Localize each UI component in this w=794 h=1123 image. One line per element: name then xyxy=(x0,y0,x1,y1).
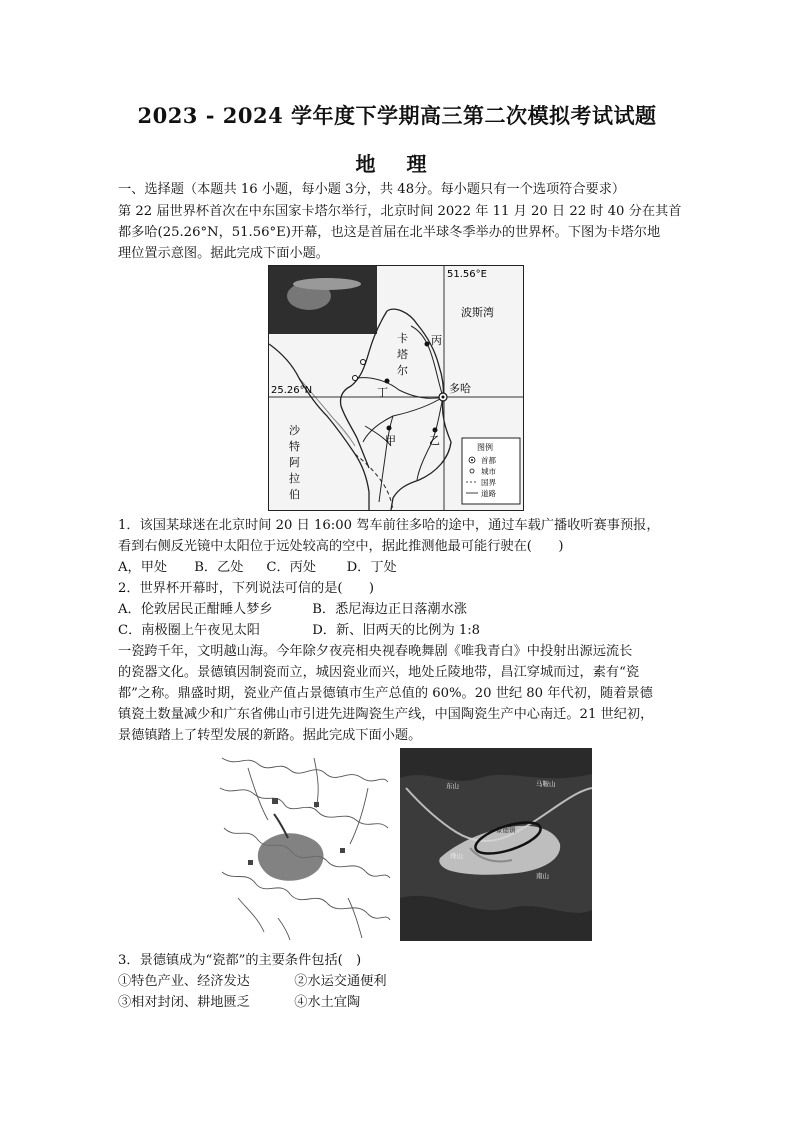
q3-options-row2 xyxy=(118,992,360,1013)
photo-label-jingdezhen: 景德镇 xyxy=(496,826,516,834)
q1-options xyxy=(118,557,397,578)
q1-option-a[interactable]: A，甲处 xyxy=(118,560,168,575)
q2-stem: 2．世界杯开幕时，下列说法可信的是( ) xyxy=(118,581,375,596)
legend-title: 图例 xyxy=(477,443,493,452)
q2-options-row2 xyxy=(118,620,480,641)
capital-label: 多哈 xyxy=(449,382,471,395)
q1-option-b[interactable]: B．乙处 xyxy=(194,560,244,575)
country-char-2: 塔 xyxy=(397,348,408,361)
intro-line-2: 都多哈(25.26°N，51.56°E)开幕，也这是首届在北半球冬季举办的世界杯。下图为卡塔尔地 xyxy=(118,225,661,240)
point-yi-label: 乙 xyxy=(429,434,440,447)
jingdezhen-map xyxy=(218,748,391,941)
q2-option-d[interactable]: D．新、旧两天的比例为 1:8 xyxy=(312,623,481,638)
neighbor-char-3: 阿 xyxy=(289,456,300,469)
neighbor-char-2: 特 xyxy=(289,440,300,453)
legend-road: 道路 xyxy=(481,489,496,498)
q3-option-3[interactable]: ③相对封闭、耕地匮乏 xyxy=(118,995,250,1010)
photo-label-dongshan: 东山 xyxy=(446,782,459,790)
legend-city: 城市 xyxy=(481,467,496,476)
point-bing-marker xyxy=(425,342,430,347)
point-jia-label: 甲 xyxy=(385,434,396,447)
q1-option-d[interactable]: D．丁处 xyxy=(346,560,397,575)
passage-line-1: 一瓷跨千年，文明越山海。今年除夕夜亮相央视春晚舞剧《唯我青白》中投射出源远流长 xyxy=(118,644,633,659)
lon-label: 51.56°E xyxy=(447,269,487,280)
intro-line-3: 理位置示意图。据此完成下面小题。 xyxy=(118,246,329,261)
city-marker xyxy=(353,376,358,381)
photo-label-nanshan: 南山 xyxy=(536,872,549,880)
q3-option-2[interactable]: ②水运交通便利 xyxy=(294,974,387,989)
q3-options-row1 xyxy=(118,971,387,992)
q2-options-row1 xyxy=(118,599,467,620)
q3-option-4[interactable]: ④水土宜陶 xyxy=(294,995,361,1010)
q1-option-c[interactable]: C．丙处 xyxy=(266,560,317,575)
q2-option-c[interactable]: C．南极圈上午夜见太阳 xyxy=(118,623,260,638)
sea-label: 波斯湾 xyxy=(461,306,494,319)
photo-label-zhushan: 珠山 xyxy=(450,852,463,860)
q3-option-1[interactable]: ①特色产业、经济发达 xyxy=(118,974,250,989)
q3-stem: 3．景德镇成为“瓷都”的主要条件包括( ) xyxy=(118,953,362,968)
legend-capital: 首都 xyxy=(481,456,496,465)
exam-title: 2023 - 2024 学年度下学期高三第二次模拟考试试题 xyxy=(137,103,657,128)
passage-line-3: 都”之称。鼎盛时期，瓷业产值占景德镇市生产总值的 60%。20 世纪 80 年代初，随着景德 xyxy=(118,686,653,701)
point-jia-marker xyxy=(387,426,392,431)
q1-stem-line-1: 1．该国某球迷在北京时间 20 日 16:00 驾车前往多哈的途中，通过车载广播收听赛事预报， xyxy=(118,518,660,533)
legend-border: 国界 xyxy=(481,478,496,487)
point-bing-label: 丙 xyxy=(431,334,442,347)
satellite-photo xyxy=(400,748,592,941)
q2-option-a[interactable]: A．伦敦居民正酣睡人梦乡 xyxy=(118,602,273,617)
neighbor-char-1: 沙 xyxy=(289,424,300,437)
map-legend xyxy=(462,438,520,504)
q1-stem-line-2: 看到右侧反光镜中太阳位于远处较高的空中，据此推测他最可能行驶在( ) xyxy=(118,539,564,554)
passage-line-5: 景德镇踏上了转型发展的新路。据此完成下面小题。 xyxy=(118,728,422,743)
point-ding-marker xyxy=(385,379,390,384)
point-yi-marker xyxy=(433,428,438,433)
point-ding-label: 丁 xyxy=(377,386,388,399)
photo-label-maanshan: 马鞍山 xyxy=(536,780,556,788)
lat-label: 25.26°N xyxy=(271,385,313,396)
passage-line-4: 镇瓷土数量减少和广东省佛山市引进先进陶瓷生产线，中国陶瓷生产中心南迁。21 世纪初， xyxy=(118,707,654,722)
section-heading: 一、选择题（本题共 16 小题，每小题 3分，共 48分。每小题只有一个选项符合要求） xyxy=(118,182,626,197)
subject-title: 地 理 xyxy=(355,152,439,176)
country-char-1: 卡 xyxy=(397,332,408,345)
q2-option-b[interactable]: B．悉尼海边正日落潮水涨 xyxy=(312,602,467,617)
city-marker xyxy=(361,360,366,365)
intro-line-1: 第 22 届世界杯首次在中东国家卡塔尔举行，北京时间 2022 年 11 月 20 日 22 时 40 分在其首 xyxy=(118,204,682,219)
neighbor-char-5: 伯 xyxy=(289,488,300,501)
country-char-3: 尔 xyxy=(397,364,408,377)
neighbor-char-4: 拉 xyxy=(289,472,300,485)
passage-line-2: 的瓷器文化。景德镇因制瓷而立，城因瓷业而兴，地处丘陵地带，昌江穿城而过，素有“瓷 xyxy=(118,665,640,680)
qatar-location-map xyxy=(268,265,524,511)
